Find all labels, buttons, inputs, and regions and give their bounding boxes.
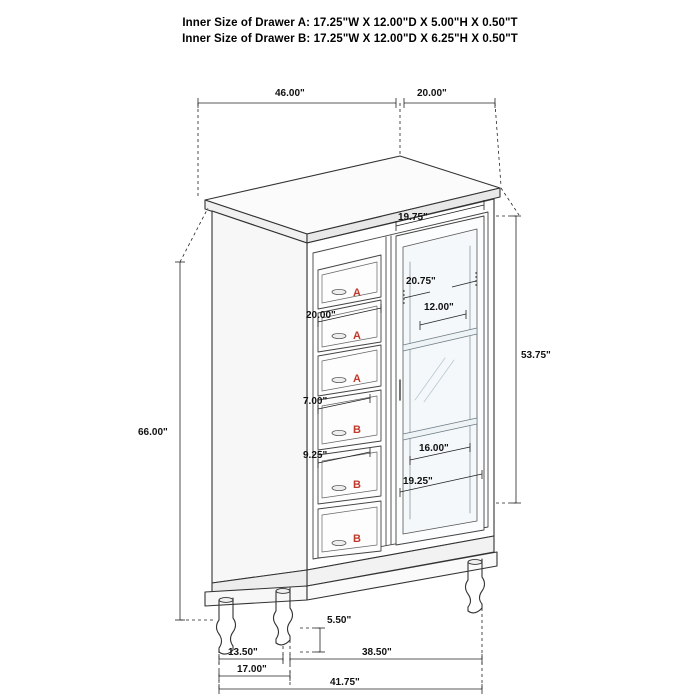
dim-cabinet-height: 53.75": [521, 350, 551, 361]
dim-base-center: 38.50": [362, 647, 392, 658]
drawer-label-a-2: A: [353, 330, 361, 342]
dim-top-width: 46.00": [275, 88, 305, 99]
drawer-a-spec-text: Inner Size of Drawer A: 17.25"W X 12.00"D X 5.00"H X 0.50"T: [182, 17, 518, 29]
dim-drawer-width: 20.00": [306, 310, 336, 321]
dim-top-depth: 20.00": [417, 88, 447, 99]
dim-drawer-b-height: 9.25": [303, 450, 328, 461]
dim-shelf-depth: 12.00": [424, 302, 454, 313]
drawer-label-a-1: A: [353, 287, 361, 299]
dim-door-width: 19.75": [398, 212, 428, 223]
drawer-label-a-3: A: [353, 373, 361, 385]
drawer-label-b-1: B: [353, 424, 361, 436]
dim-base-left: 13.50": [228, 647, 258, 658]
dim-base-total: 41.75": [330, 677, 360, 688]
dim-shelf-width-lower: 16.00": [419, 443, 449, 454]
drawer-label-b-3: B: [353, 533, 361, 545]
dim-door-inner-height: 20.75": [406, 276, 436, 287]
dim-overall-height: 66.00": [138, 427, 168, 438]
dim-base-foot: 17.00": [237, 664, 267, 675]
dim-leg-height: 5.50": [327, 615, 352, 626]
drawer-b-spec-text: Inner Size of Drawer B: 17.25"W X 12.00"D X 6.25"H X 0.50"T: [182, 33, 518, 45]
drawer-label-b-2: B: [353, 479, 361, 491]
dim-drawer-a-height: 7.00": [303, 396, 328, 407]
dim-door-opening-width: 19.25": [403, 476, 433, 487]
